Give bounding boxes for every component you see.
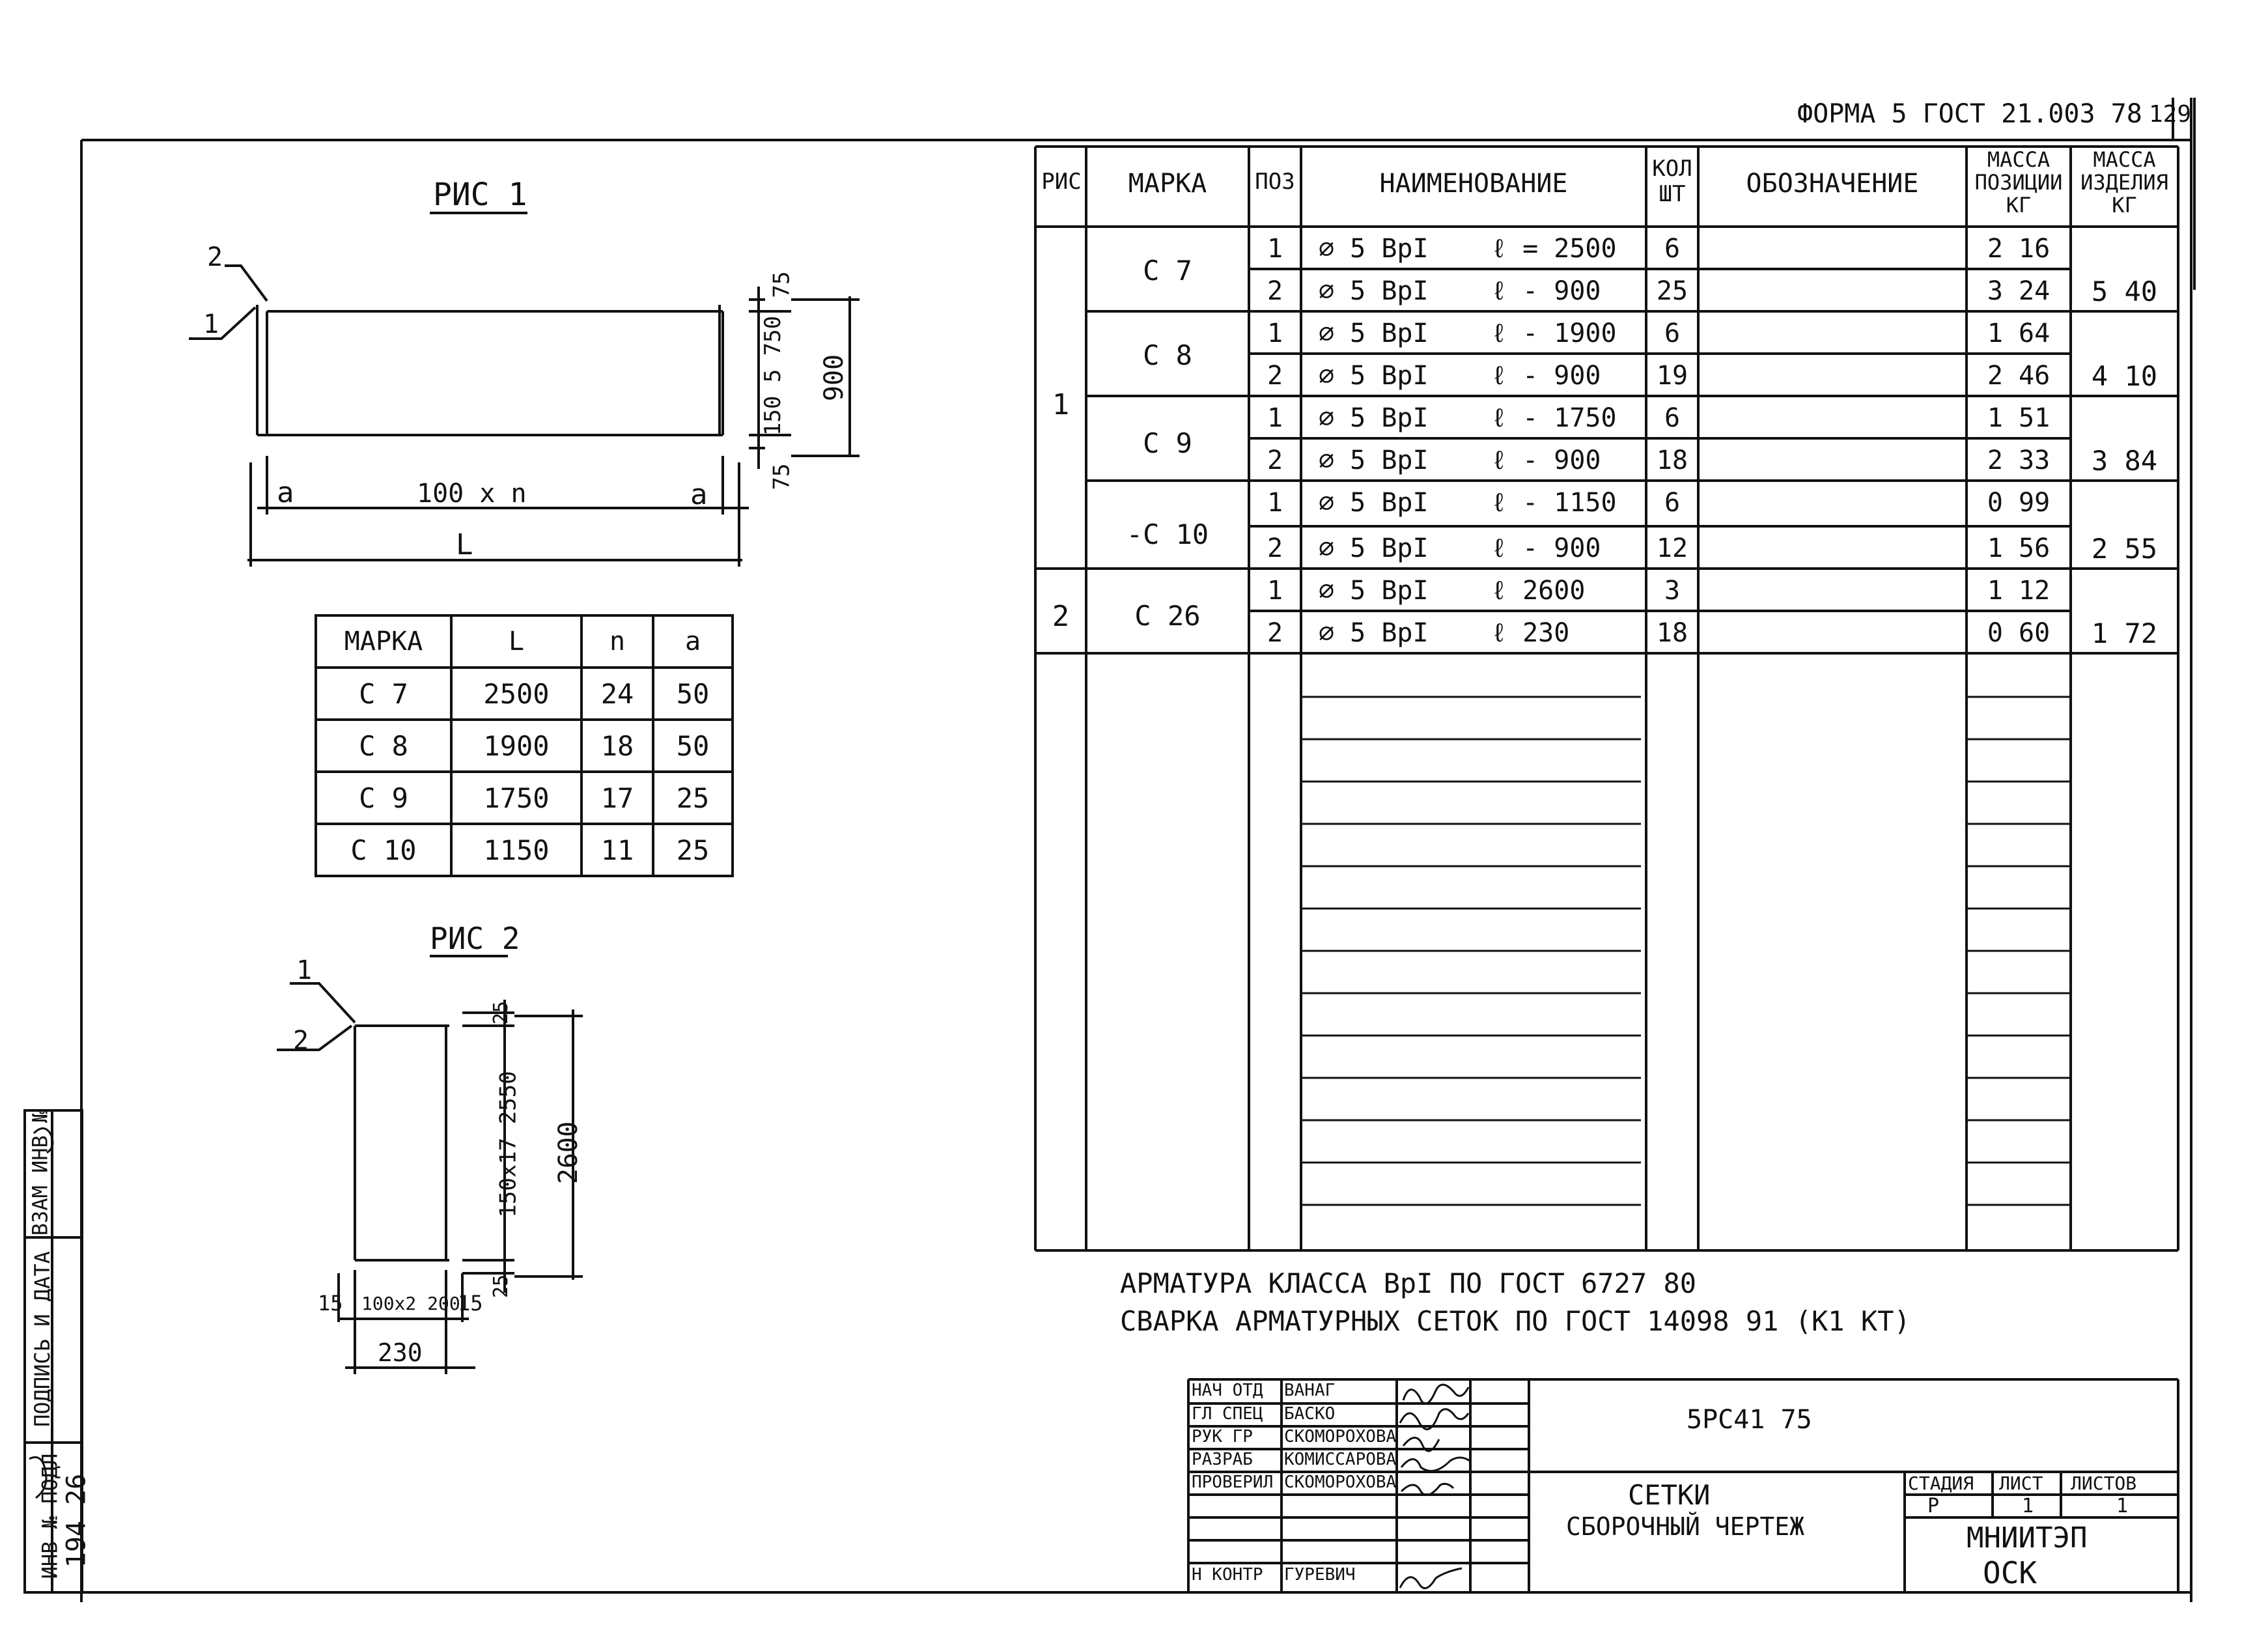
spec-cell-mass-poz: 2 16: [1987, 234, 2051, 264]
fig1-dim-a-right: a: [690, 478, 708, 511]
spec-cell-mass-izd: 2 55: [2091, 533, 2158, 565]
marka-table-header: n: [609, 627, 626, 656]
spec-cell-marka: С 9: [1143, 427, 1192, 459]
marka-table-cell: 25: [676, 782, 710, 814]
stamp-sign-label: ПОДПИСЬ И ДАТА: [29, 1251, 55, 1427]
spec-cell-kol: 25: [1656, 276, 1688, 306]
title-block-org-1: МНИИТЭП: [1967, 1521, 2088, 1555]
title-block-name: СКОМОРОХОВА: [1284, 1427, 1397, 1446]
spec-cell-name: ⌀ 5 ВрI: [1319, 276, 1429, 306]
spec-cell-mass-poz: 1 12: [1987, 576, 2051, 606]
fig2-dim-150x17: 150x17 2550: [495, 1071, 522, 1218]
spec-cell-mass-poz: 2 33: [1987, 445, 2051, 475]
spec-cell-marka: -С 10: [1126, 518, 1209, 550]
stamp-vzam-label: ВЗАМ ИНВ №: [27, 1110, 53, 1236]
title-block-sheets: 1: [2116, 1495, 2129, 1517]
spec-cell-length: ℓ - 1900: [1491, 318, 1617, 348]
title-block-sheet-label: ЛИСТ: [1999, 1473, 2043, 1494]
spec-cell-length: ℓ - 900: [1491, 276, 1601, 306]
spec-cell-mass-poz: 1 56: [1987, 533, 2051, 563]
spec-cell-mass-poz: 0 99: [1987, 488, 2051, 518]
spec-cell-length: ℓ - 1750: [1491, 403, 1617, 433]
fig1-dim-900: 900: [819, 354, 850, 402]
spec-cell-poz: 1: [1267, 403, 1283, 433]
spec-cell-kol: 6: [1664, 234, 1681, 264]
note-armature: АРМАТУРА КЛАССА ВрI ПО ГОСТ 6727 80: [1120, 1267, 1697, 1299]
title-block-role: ПРОВЕРИЛ: [1192, 1473, 1274, 1492]
marka-table-cell: 18: [600, 730, 634, 762]
title-block-name: ГУРЕВИЧ: [1284, 1565, 1356, 1585]
spec-cell-kol: 18: [1656, 445, 1688, 475]
fig2-dim-15-left: 15: [318, 1291, 343, 1316]
marka-table-cell: С 10: [350, 834, 417, 866]
spec-cell-name: ⌀ 5 ВрI: [1319, 488, 1429, 518]
spec-cell-mass-izd: 5 40: [2091, 275, 2158, 307]
note-welding: СВАРКА АРМАТУРНЫХ СЕТОК ПО ГОСТ 14098 91 (К1 КТ): [1120, 1305, 1911, 1337]
spec-cell-kol: 12: [1656, 533, 1688, 563]
fig1-dim-75-top: 75: [768, 271, 795, 298]
fig1-dim-75-bottom: 75: [768, 463, 795, 490]
title-block-name: ВАНАГ: [1284, 1381, 1336, 1400]
stamp-inv-value: 194 26: [61, 1473, 92, 1568]
spec-cell-name: ⌀ 5 ВрI: [1319, 445, 1429, 475]
spec-cell-name: ⌀ 5 ВрI: [1319, 576, 1429, 606]
title-block-sheet: 1: [2022, 1495, 2034, 1517]
marka-table-header: МАРКА: [344, 627, 423, 656]
title-block-role: Н КОНТР: [1192, 1565, 1263, 1585]
marka-table-header: L: [508, 627, 525, 656]
page-number: 129: [2149, 101, 2192, 128]
fig2-dim-15-right: 15: [458, 1291, 483, 1316]
title-block-name: СКОМОРОХОВА: [1284, 1473, 1397, 1492]
spec-cell-length: ℓ - 1150: [1491, 488, 1617, 518]
marka-table-cell: 24: [600, 678, 634, 710]
spec-header-marka: МАРКА: [1128, 169, 1207, 199]
fig1-callout-1: 1: [203, 309, 219, 339]
spec-cell-kol: 3: [1664, 576, 1681, 606]
spec-cell-name: ⌀ 5 ВрI: [1319, 318, 1429, 348]
spec-cell-name: ⌀ 5 ВрI: [1319, 533, 1429, 563]
fig2-dim-2600: 2600: [553, 1121, 584, 1185]
spec-header-mass-poz: МАССА ПОЗИЦИИ КГ: [1974, 147, 2063, 218]
marka-table-cell: С 8: [359, 730, 408, 762]
spec-cell-poz: 2: [1267, 276, 1283, 306]
marka-table-cell: 1150: [483, 834, 550, 866]
spec-header-kol: КОЛ ШТ: [1652, 156, 1692, 208]
title-block-title-2: СБОРОЧНЫЙ ЧЕРТЕЖ: [1566, 1512, 1805, 1541]
form-header: ФОРМА 5 ГОСТ 21.003 78: [1797, 99, 2142, 129]
fig2-dim-25-top: 25: [490, 1000, 513, 1025]
spec-cell-mass-poz: 0 60: [1987, 618, 2051, 648]
fig2-dim-230: 230: [378, 1338, 423, 1367]
title-block-stage-label: СТАДИЯ: [1908, 1473, 1974, 1494]
spec-cell-kol: 6: [1664, 318, 1681, 348]
spec-cell-mass-izd: 1 72: [2091, 617, 2158, 649]
spec-cell-marka: С 7: [1143, 255, 1192, 287]
spec-cell-poz: 2: [1267, 361, 1283, 391]
spec-cell-ris: 1: [1052, 388, 1070, 421]
spec-cell-poz: 1: [1267, 488, 1283, 518]
fig2-callout-2: 2: [293, 1026, 309, 1056]
spec-cell-mass-izd: 4 10: [2091, 360, 2158, 392]
spec-cell-poz: 2: [1267, 618, 1283, 648]
spec-cell-marka: С 26: [1134, 600, 1201, 632]
spec-cell-length: ℓ 2600: [1491, 576, 1586, 606]
spec-header-poz: ПОЗ: [1255, 169, 1295, 195]
spec-cell-mass-poz: 1 64: [1987, 318, 2051, 348]
spec-cell-poz: 1: [1267, 576, 1283, 606]
signature-scribbles: [29, 1129, 1470, 1588]
spec-cell-mass-izd: 3 84: [2091, 445, 2158, 477]
spec-header-ris: РИС: [1041, 169, 1082, 195]
spec-cell-poz: 2: [1267, 533, 1283, 563]
spec-cell-name: ⌀ 5 ВрI: [1319, 403, 1429, 433]
title-block-stage: Р: [1927, 1495, 1940, 1517]
title-block-name: КОМИССАРОВА: [1284, 1450, 1397, 1469]
fig2-dim-25-bottom: 25: [490, 1274, 513, 1299]
spec-cell-mass-poz: 3 24: [1987, 276, 2051, 306]
spec-cell-length: ℓ - 900: [1491, 533, 1601, 563]
spec-cell-kol: 6: [1664, 488, 1681, 518]
spec-cell-poz: 2: [1267, 445, 1283, 475]
fig2-callout-1: 1: [296, 955, 313, 985]
spec-cell-length: ℓ = 2500: [1491, 234, 1617, 264]
title-block-role: РАЗРАБ: [1192, 1450, 1253, 1469]
title-block-org-2: ОСК: [1983, 1555, 2037, 1590]
spec-cell-length: ℓ - 900: [1491, 361, 1601, 391]
spec-cell-name: ⌀ 5 ВрI: [1319, 234, 1429, 264]
title-block-sheets-label: ЛИСТОВ: [2071, 1473, 2137, 1494]
spec-header-oboz: ОБОЗНАЧЕНИЕ: [1746, 169, 1919, 199]
fig1-callout-2: 2: [207, 242, 223, 272]
spec-cell-kol: 18: [1656, 618, 1688, 648]
stamp-inv-label: ИНВ № ПОДЛ: [37, 1453, 63, 1579]
spec-header-name: НАИМЕНОВАНИЕ: [1379, 169, 1568, 199]
spec-cell-poz: 1: [1267, 318, 1283, 348]
marka-table-cell: 1750: [483, 782, 550, 814]
title-block-role: ГЛ СПЕЦ: [1192, 1404, 1263, 1424]
marka-table-cell: 25: [676, 834, 710, 866]
title-block-role: НАЧ ОТД: [1192, 1381, 1263, 1400]
spec-cell-kol: 6: [1664, 403, 1681, 433]
spec-cell-name: ⌀ 5 ВрI: [1319, 618, 1429, 648]
spec-cell-ris: 2: [1052, 600, 1070, 633]
marka-table-cell: 11: [600, 834, 634, 866]
spec-cell-name: ⌀ 5 ВрI: [1319, 361, 1429, 391]
fig2-title: РИС 2: [430, 921, 520, 956]
title-block-name: БАСКО: [1284, 1404, 1336, 1424]
title-block-role: РУК ГР: [1192, 1427, 1253, 1446]
marka-table-cell: С 9: [359, 782, 408, 814]
marka-table-cell: 50: [676, 678, 710, 710]
marka-table-cell: 1900: [483, 730, 550, 762]
marka-table-cell: 2500: [483, 678, 550, 710]
fig1-title: РИС 1: [433, 176, 527, 213]
spec-header-mass-izd: МАССА ИЗДЕЛИЯ КГ: [2080, 147, 2168, 218]
spec-cell-length: ℓ - 900: [1491, 445, 1601, 475]
marka-table-cell: 50: [676, 730, 710, 762]
fig1-dim-L: L: [456, 528, 473, 561]
spec-cell-mass-poz: 1 51: [1987, 403, 2051, 433]
marka-table-cell: С 7: [359, 678, 408, 710]
fig1-dim-150-750: 150 5 750: [760, 315, 787, 436]
marka-table-header: a: [684, 627, 701, 656]
title-block-title-1: СЕТКИ: [1628, 1479, 1711, 1511]
fig2-dim-100x2: 100x2 200: [361, 1293, 460, 1314]
spec-cell-kol: 19: [1656, 361, 1688, 391]
spec-cell-mass-poz: 2 46: [1987, 361, 2051, 391]
marka-table-cell: 17: [600, 782, 634, 814]
fig1-dim-100n: 100 x n: [417, 479, 527, 509]
spec-cell-marka: С 8: [1143, 339, 1192, 371]
title-block-code: 5РС41 75: [1687, 1405, 1812, 1435]
spec-cell-length: ℓ 230: [1491, 618, 1570, 648]
spec-cell-poz: 1: [1267, 234, 1283, 264]
fig1-dim-a-left: a: [277, 476, 294, 509]
